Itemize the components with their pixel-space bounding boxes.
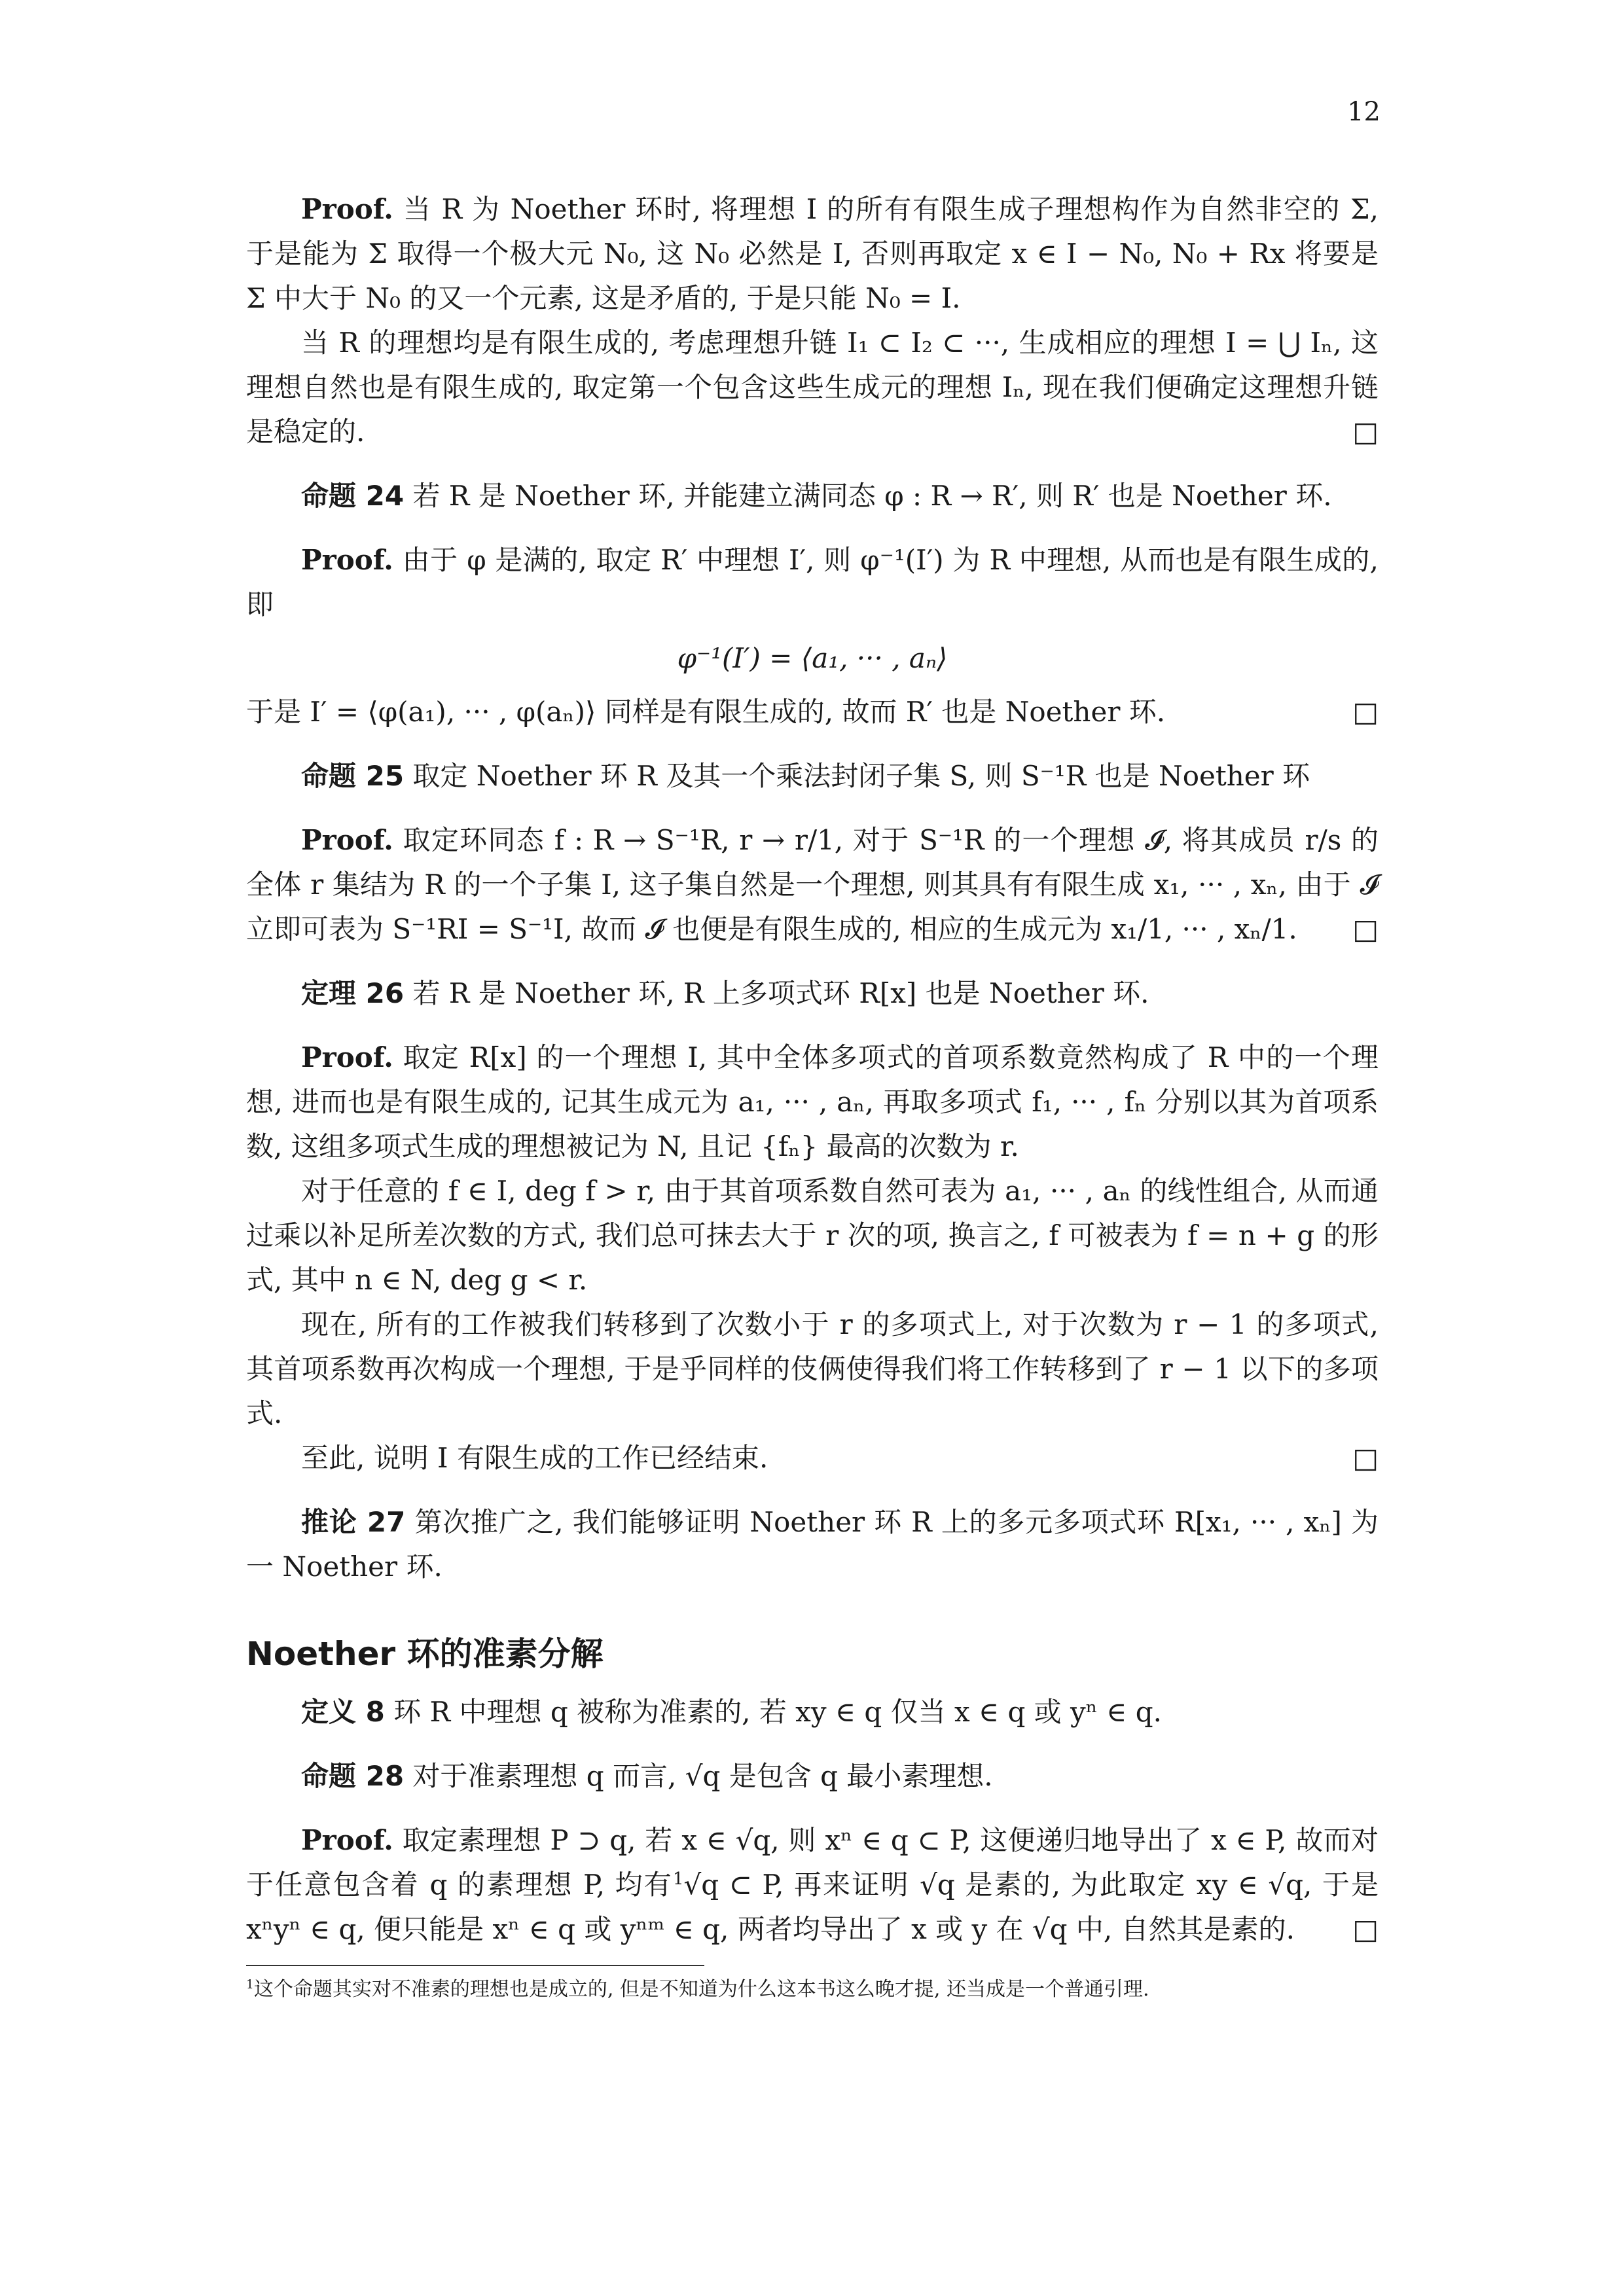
corollary-text: 第次推广之, 我们能够证明 Noether 环 R 上的多元多项式环 R[x₁, ··· , xₙ] 为一 Noether 环. <box>246 1506 1379 1583</box>
proof-text: 取定 R[x] 的一个理想 I, 其中全体多项式的首项系数竟然构成了 R 中的一个理想, 进而也是有限生成的, 记其生成元为 a₁, ··· , aₙ, 再取多项式 f₁, ··· , fₙ 分别以其为首项系数, 这组多项式生成的理想被记为 N, 且记 {fₙ} 最高的次数为 r. <box>246 1041 1379 1162</box>
proof-label: Proof. <box>301 824 393 856</box>
page-number: 12 <box>1347 97 1380 127</box>
footnote-mark: 1 <box>672 1869 684 1889</box>
footnote-number: 1 <box>246 1978 254 1992</box>
main-text <box>246 187 1379 2004</box>
proof-label: Proof. <box>301 1824 393 1856</box>
proposition-text: 若 R 是 Noether 环, 并能建立满同态 φ : R → R′, 则 R′ 也是 Noether 环. <box>404 480 1332 512</box>
proof-paragraph <box>246 187 1379 321</box>
footnote <box>246 1975 1379 2004</box>
proposition-text: 对于准素理想 q 而言, √q 是包含 q 最小素理想. <box>404 1760 993 1792</box>
qed-symbol: □ <box>1352 913 1379 945</box>
theorem-26 <box>246 971 1379 1016</box>
display-equation: φ⁻¹(I′) = ⟨a₁, ··· , aₙ⟩ <box>677 642 948 674</box>
proof-label: Proof. <box>301 1041 393 1073</box>
proof-paragraph <box>246 1035 1379 1169</box>
definition-8 <box>246 1690 1379 1734</box>
definition-label: 定义 8 <box>301 1696 385 1728</box>
qed-symbol: □ <box>1352 416 1379 448</box>
footnote-text: 这个命题其实对不准素的理想也是成立的, 但是不知道为什么这本书这么晚才提, 还当成是一个普通引理. <box>253 1978 1149 2001</box>
footnote-divider <box>246 1965 704 1966</box>
proof-text: 当 R 的理想均是有限生成的, 考虑理想升链 I₁ ⊂ I₂ ⊂ ···, 生成相应的理想 I = ⋃ Iₙ, 这理想自然也是有限生成的, 取定第一个包含这些生成元的理想 Iₙ, 现在我们便确定这理想升链是稳定的. <box>246 327 1379 448</box>
proof-text: 取定环同态 f : R → S⁻¹R, r → r/1, 对于 S⁻¹R 的一个理想 𝓘, 将其成员 r/s 的全体 r 集结为 R 的一个子集 I, 这子集自然是一个理想, 则其具有有限生成 x₁, ··· , xₙ, 由于 𝓘 立即可表为 S⁻¹RI = S⁻¹I, 故而 𝓘 也便是有限生成的, 相应的生成元为 x₁/1, ··· , xₙ/1. <box>246 824 1379 945</box>
proposition-24 <box>246 474 1379 518</box>
proposition-label: 命题 24 <box>301 480 405 512</box>
proof-label: Proof. <box>301 193 393 225</box>
proposition-text: 取定 Noether 环 R 及其一个乘法封闭子集 S, 则 S⁻¹R 也是 Noether 环 <box>404 760 1310 792</box>
corollary-label: 推论 27 <box>301 1506 406 1538</box>
proposition-label: 命题 28 <box>301 1760 405 1792</box>
proof-label: Proof. <box>301 544 393 576</box>
proof-text: 由于 φ 是满的, 取定 R′ 中理想 I′, 则 φ⁻¹(I′) 为 R 中理想, 从而也是有限生成的, 即 <box>246 544 1379 620</box>
proposition-label: 命题 25 <box>301 760 405 792</box>
proof-paragraph <box>246 321 1379 454</box>
section-title: Noether 环的准素分解 <box>246 1635 604 1673</box>
proof-text: 当 R 为 Noether 环时, 将理想 I 的所有有限生成子理想构作为自然非空的 Σ, 于是能为 Σ 取得一个极大元 N₀, 这 N₀ 必然是 I, 否则再取定 x ∈ I − N₀, N₀ + Rx 将要是 Σ 中大于 N₀ 的又一个元素, 这是矛盾的, 于是只能 N₀ = I. <box>246 193 1379 314</box>
corollary-27 <box>246 1500 1379 1589</box>
theorem-text: 若 R 是 Noether 环, R 上多项式环 R[x] 也是 Noether 环. <box>404 977 1149 1009</box>
proof-paragraph: 现在, 所有的工作被我们转移到了次数小于 r 的多项式上, 对于次数为 r − 1 的多项式, 其首项系数再次构成一个理想, 于是乎同样的伎俩使得我们将工作转移到了 r − 1 以下的多项式. <box>246 1308 1379 1429</box>
proof-paragraph <box>246 690 1379 734</box>
proof-paragraph <box>246 1436 1379 1480</box>
theorem-label: 定理 26 <box>301 977 405 1009</box>
proof-text: 取定素理想 P ⊃ q, 若 x ∈ √q, 则 xⁿ ∈ q ⊂ P, 这便递归地导出了 x ∈ P, 故而对于任意包含着 q 的素理想 P, 均有 <box>246 1824 1379 1901</box>
proof-text: √q ⊂ P, 再来证明 √q 是素的, 为此取定 xy ∈ √q, 于是 xⁿyⁿ ∈ q, 便只能是 xⁿ ∈ q 或 yⁿᵐ ∈ q, 两者均导出了 x 或 y 在 √q 中, 自然其是素的. <box>246 1869 1379 1945</box>
proposition-28 <box>246 1754 1379 1799</box>
qed-symbol: □ <box>1352 696 1379 728</box>
proof-paragraph: 对于任意的 f ∈ I, deg f > r, 由于其首项系数自然可表为 a₁, ··· , aₙ 的线性组合, 从而通过乘以补足所差次数的方式, 我们总可抹去大于 r 次的项, 换言之, f 可被表为 f = n + g 的形式, 其中 n ∈ N, deg g < r. <box>246 1175 1379 1296</box>
proof-text: 于是 I′ = ⟨φ(a₁), ··· , φ(aₙ)⟩ 同样是有限生成的, 故而 R′ 也是 Noether 环. <box>246 696 1166 728</box>
qed-symbol: □ <box>1352 1913 1379 1945</box>
definition-text: 环 R 中理想 q 被称为准素的, 若 xy ∈ q 仅当 x ∈ q 或 yⁿ ∈ q. <box>384 1696 1162 1728</box>
proof-text: 至此, 说明 I 有限生成的工作已经结束. <box>301 1442 768 1474</box>
proof-paragraph <box>246 818 1379 952</box>
qed-symbol: □ <box>1352 1442 1379 1474</box>
proposition-25 <box>246 754 1379 798</box>
proof-paragraph <box>246 1818 1379 1952</box>
proof-paragraph <box>246 538 1379 627</box>
